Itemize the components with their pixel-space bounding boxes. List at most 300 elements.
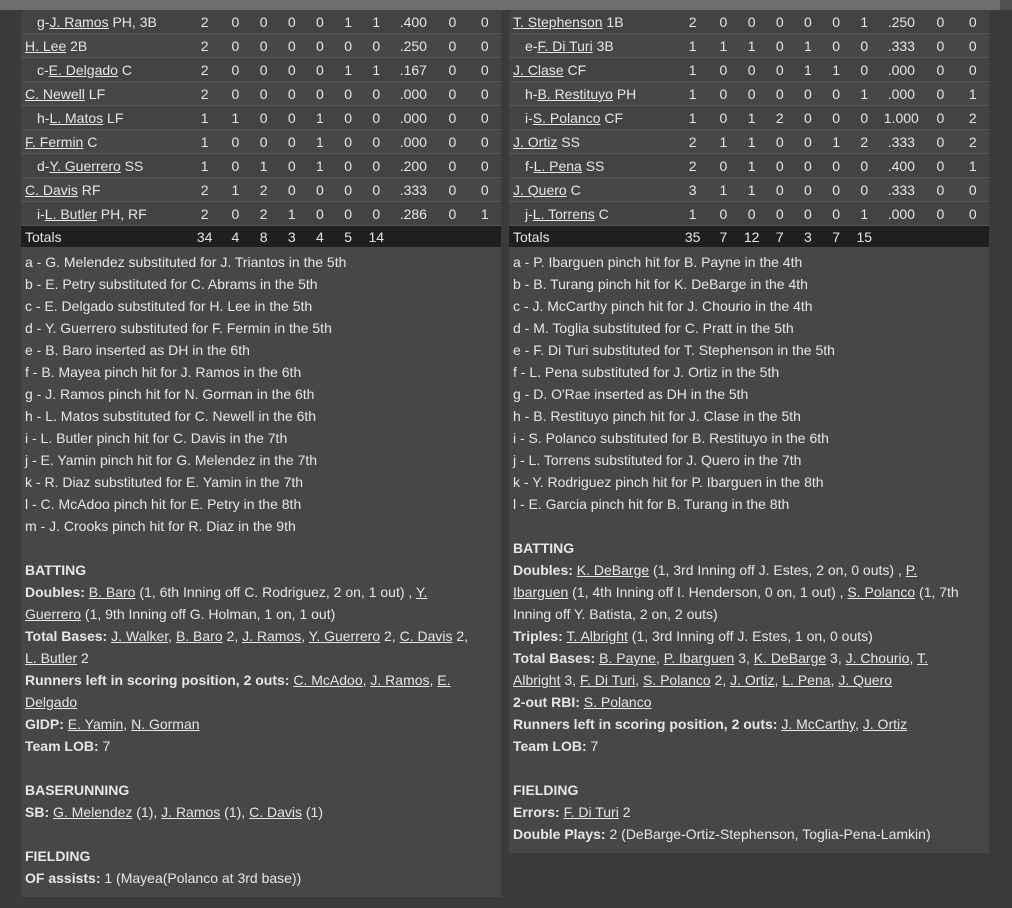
stat-cell: 1 (334, 58, 362, 82)
stat-text: , (635, 672, 643, 688)
stat-cell: 0 (850, 58, 878, 82)
stat-cell: 0 (957, 34, 989, 58)
substitution-note: h - L. Matos substituted for C. Newell in the 6th (25, 408, 317, 424)
sub-prefix: h- (37, 109, 50, 126)
stat-cell: 0 (278, 58, 306, 82)
stat-cell: 0 (924, 82, 956, 106)
stat-line (513, 625, 985, 647)
stat-cell: .000 (390, 130, 436, 154)
stat-cell: 1 (221, 106, 249, 130)
stat-cell: 2 (676, 154, 709, 178)
player-link[interactable]: C. Davis (25, 181, 78, 198)
player-cell (509, 202, 676, 226)
stat-line (25, 713, 497, 735)
stat-text: 3, (826, 650, 846, 666)
stat-cell: .333 (390, 178, 436, 202)
stat-line-content (68, 716, 200, 732)
player-link[interactable]: H. Lee (25, 37, 67, 54)
stat-cell: .167 (390, 58, 436, 82)
player-link[interactable]: J. Walker (111, 628, 169, 644)
table-row (509, 106, 989, 130)
substitution-note: d - M. Toglia substituted for C. Pratt in the 5th (513, 320, 794, 336)
player-link[interactable]: N. Gorman (131, 716, 200, 732)
stat-cell: 0 (822, 202, 850, 226)
stat-cell: 0 (766, 82, 794, 106)
stat-cell: 0 (221, 10, 249, 34)
table-row (21, 106, 501, 130)
stat-cell: 0 (221, 202, 249, 226)
player-link[interactable]: F. Fermin (25, 133, 84, 150)
stat-cell: 0 (334, 178, 362, 202)
player-link[interactable]: C. Davis (399, 628, 453, 644)
player-position: PH (612, 85, 637, 102)
totals-label: Totals (509, 226, 676, 248)
player-link[interactable]: J. Quero (838, 672, 893, 688)
player-link[interactable]: T. Stephenson (513, 13, 603, 30)
stat-cell: 0 (221, 58, 249, 82)
stat-text: , (655, 650, 664, 666)
stat-cell: 0 (709, 202, 737, 226)
player-link[interactable]: Y. (415, 584, 428, 600)
player-link[interactable]: K. DeBarge (753, 650, 827, 666)
sub-prefix: d- (37, 157, 50, 174)
stat-cell: 0 (850, 106, 878, 130)
stat-line-content (25, 650, 89, 666)
stat-cell: .000 (390, 106, 436, 130)
stat-cell: 2 (766, 106, 794, 130)
stat-cell: 0 (924, 178, 956, 202)
stat-line (513, 559, 985, 581)
stat-text: (1, 3rd Inning off J. Estes, 2 on, 0 outs) , (649, 562, 906, 578)
stat-cell: 1 (709, 178, 737, 202)
stat-text: 3, (560, 672, 580, 688)
player-position: 1B (602, 13, 624, 30)
substitution-note: h - B. Restituyo pinch hit for J. Clase in the 5th (513, 408, 801, 424)
table-row (21, 34, 501, 58)
player-link[interactable]: Guerrero (25, 606, 82, 622)
stat-line (25, 581, 497, 603)
stat-cell: 2 (676, 130, 709, 154)
player-link[interactable]: F. Di Turi (563, 804, 619, 820)
stat-cell: 0 (436, 202, 468, 226)
stat-cell: 0 (221, 154, 249, 178)
stat-cell: .250 (390, 34, 436, 58)
player-link[interactable]: L. Butler (44, 205, 97, 222)
stat-cell: 2 (250, 202, 278, 226)
totals-stat: 3 (278, 226, 306, 248)
rlisp-label: Runners left in scoring position, 2 outs: (513, 716, 778, 732)
player-link[interactable]: L. Butler (25, 650, 78, 666)
right-batting-title: BATTING (513, 540, 575, 556)
player-link[interactable]: B. Baro (88, 584, 136, 600)
player-link[interactable]: Y. Guerrero (308, 628, 381, 644)
player-link[interactable]: P. Ibarguen (663, 650, 735, 666)
stat-cell: .286 (390, 202, 436, 226)
of-assists-value: 1 (Mayea(Polanco at 3rd base)) (100, 870, 302, 886)
stat-text: 2, (452, 628, 469, 644)
stat-line (25, 625, 497, 647)
stat-cell: 0 (822, 10, 850, 34)
totals-stat: 5 (334, 226, 362, 248)
stat-cell: 0 (822, 106, 850, 130)
player-position: 3B (592, 37, 614, 54)
of-assists-label: OF assists: (25, 870, 101, 886)
stat-cell: 0 (362, 178, 390, 202)
stat-cell: 1 (334, 10, 362, 34)
player-link[interactable]: T. (916, 650, 928, 666)
stat-cell: 0 (469, 82, 501, 106)
stat-cell: 0 (794, 106, 822, 130)
totals-stat (436, 226, 468, 248)
stat-line-content (513, 584, 959, 600)
table-row (509, 178, 989, 202)
table-row (509, 130, 989, 154)
stat-text: 2, (222, 628, 243, 644)
stat-cell: 0 (278, 178, 306, 202)
sub-prefix: j- (525, 205, 533, 222)
totals-stat (957, 226, 989, 248)
player-link[interactable]: J. Ramos (242, 628, 302, 644)
stat-text: , (830, 672, 839, 688)
stat-cell: 0 (362, 106, 390, 130)
stat-cell: 0 (334, 130, 362, 154)
stat-cell: 1 (822, 130, 850, 154)
player-link[interactable]: P. (905, 562, 918, 578)
stat-cell: 0 (709, 10, 737, 34)
sub-prefix: e- (525, 37, 538, 54)
player-link[interactable]: Albright (513, 672, 561, 688)
stat-cell: 1 (306, 106, 334, 130)
stat-cell: 1 (362, 58, 390, 82)
stat-line (513, 823, 985, 845)
stat-cell: 0 (850, 178, 878, 202)
stat-cell: 0 (436, 130, 468, 154)
stat-line-content (513, 672, 892, 688)
stat-cell: 0 (436, 82, 468, 106)
stat-cell: 0 (766, 10, 794, 34)
totals-row (509, 226, 989, 248)
stat-cell: 0 (221, 130, 249, 154)
gidp-label: GIDP: (25, 716, 64, 732)
substitution-note: e - B. Baro inserted as DH in the 6th (25, 342, 250, 358)
stat-line (513, 647, 985, 669)
stat-cell: 0 (822, 82, 850, 106)
stat-cell: 1 (794, 34, 822, 58)
player-link[interactable]: C. Davis (249, 804, 302, 820)
stat-cell: .400 (390, 10, 436, 34)
stat-cell: .400 (878, 154, 924, 178)
stat-cell: 0 (250, 10, 278, 34)
player-position: SS (120, 157, 144, 174)
stat-cell: 0 (766, 58, 794, 82)
player-link[interactable]: T. Albright (566, 628, 628, 644)
player-link[interactable]: J. Ortiz (730, 672, 775, 688)
stat-cell: 1 (362, 10, 390, 34)
stat-line-content (577, 562, 917, 578)
sub-prefix: c- (37, 61, 49, 78)
table-row (21, 82, 501, 106)
stat-cell: 0 (362, 34, 390, 58)
stat-cell: 0 (250, 58, 278, 82)
player-link[interactable]: J. Ortiz (862, 716, 908, 732)
stat-cell: 0 (306, 10, 334, 34)
stat-cell: .200 (390, 154, 436, 178)
two-out-rbi-label: 2-out RBI: (513, 694, 580, 710)
stat-line-content (584, 694, 652, 710)
stat-line-content (111, 628, 468, 644)
stat-cell: 0 (436, 58, 468, 82)
stat-cell: .333 (878, 130, 924, 154)
substitution-note: g - J. Ramos pinch hit for N. Gorman in the 6th (25, 386, 315, 402)
player-cell (21, 130, 188, 154)
substitution-note: k - R. Diaz substituted for E. Yamin in the 7th (25, 474, 304, 490)
totals-stat (878, 226, 924, 248)
player-position: RF (77, 181, 101, 198)
stat-cell: 0 (334, 154, 362, 178)
table-row (21, 10, 501, 34)
stat-line (513, 691, 985, 713)
stat-cell: 0 (766, 202, 794, 226)
stat-cell: 1 (738, 106, 766, 130)
stat-cell: 2 (957, 106, 989, 130)
stat-cell: .000 (878, 82, 924, 106)
stat-text: (1, 3rd Inning off J. Estes, 1 on, 0 outs) (627, 628, 873, 644)
stat-cell: 0 (278, 154, 306, 178)
player-link[interactable]: K. DeBarge (576, 562, 650, 578)
stat-cell: 0 (334, 202, 362, 226)
substitution-note: l - E. Garcia pinch hit for B. Turang in the 8th (513, 496, 790, 512)
stat-cell: 0 (822, 34, 850, 58)
stat-cell: .250 (878, 10, 924, 34)
stat-cell: 1 (850, 82, 878, 106)
stat-cell: 0 (469, 130, 501, 154)
player-link[interactable]: B. Restituyo (537, 85, 613, 102)
triples-label: Triples: (513, 628, 563, 644)
stat-cell: 1 (221, 178, 249, 202)
totals-stat: 7 (709, 226, 737, 248)
sub-prefix: i- (37, 205, 45, 222)
stat-cell: 0 (794, 154, 822, 178)
stat-cell: 0 (794, 178, 822, 202)
totals-stat (924, 226, 956, 248)
stat-cell: 0 (850, 34, 878, 58)
stat-cell: 0 (924, 58, 956, 82)
team-lob-value: 7 (586, 738, 599, 754)
totals-stat: 12 (738, 226, 766, 248)
stat-cell: 0 (738, 82, 766, 106)
substitution-note: f - L. Pena substituted for J. Ortiz in the 5th (513, 364, 780, 380)
totals-stat: 7 (766, 226, 794, 248)
substitution-note: a - G. Melendez substituted for J. Triantos in the 5th (25, 254, 347, 270)
player-link[interactable]: J. Ramos (370, 672, 430, 688)
stat-cell: 0 (334, 34, 362, 58)
stat-cell: 0 (738, 202, 766, 226)
stat-cell: 0 (250, 82, 278, 106)
stat-line-content (566, 628, 872, 644)
player-link[interactable]: E. Delgado (48, 61, 118, 78)
player-link[interactable]: Ibarguen (513, 584, 569, 600)
player-link[interactable]: E. Yamin (67, 716, 124, 732)
substitution-note: c - E. Delgado substituted for H. Lee in the 5th (25, 298, 313, 314)
stat-line-content (781, 716, 907, 732)
player-link[interactable]: J. McCarthy (781, 716, 855, 732)
stat-cell: 0 (709, 58, 737, 82)
stat-line-content (564, 804, 631, 820)
stat-line-content (25, 694, 77, 710)
stat-cell: 1 (738, 34, 766, 58)
player-link[interactable]: B. Payne (599, 650, 656, 666)
stat-text: 2 (77, 650, 89, 666)
player-link[interactable]: J. Ramos (49, 13, 109, 30)
substitution-note: j - E. Yamin pinch hit for G. Melendez in the 7th (25, 452, 318, 468)
stat-cell: 1 (676, 58, 709, 82)
stat-text: (1, 7th (915, 584, 959, 600)
stat-cell: 2 (250, 178, 278, 202)
stat-cell: 2 (188, 58, 221, 82)
player-link[interactable]: L. Torrens (532, 205, 595, 222)
player-link[interactable]: J. Quero (513, 181, 567, 198)
stat-cell: 0 (766, 130, 794, 154)
stat-cell: 0 (469, 34, 501, 58)
stat-line-content (53, 804, 323, 820)
player-position: C (594, 205, 609, 222)
top-scroll-bar[interactable] (0, 0, 1012, 10)
substitution-note: k - Y. Rodriguez pinch hit for P. Ibarguen in the 8th (513, 474, 824, 490)
top-scroll-thumb[interactable] (0, 0, 1000, 10)
stat-cell: .333 (878, 34, 924, 58)
substitution-note: d - Y. Guerrero substituted for F. Fermin in the 5th (25, 320, 332, 336)
stat-line (25, 867, 497, 889)
stat-cell: 0 (306, 58, 334, 82)
player-position: C (117, 61, 132, 78)
stat-line (513, 735, 985, 757)
stat-cell: 2 (188, 202, 221, 226)
team-lob-label: Team LOB: (25, 738, 99, 754)
player-position: CF (600, 109, 624, 126)
stat-cell: 0 (436, 154, 468, 178)
stat-line-content (293, 672, 450, 688)
totals-row (21, 226, 501, 248)
player-link[interactable]: J. Ortiz (513, 133, 558, 150)
stat-cell: 2 (188, 82, 221, 106)
substitution-note: j - L. Torrens substituted for J. Quero in the 7th (513, 452, 802, 468)
stat-cell: 0 (850, 154, 878, 178)
double-plays-label: Double Plays: (513, 826, 606, 842)
stat-cell: 1 (676, 34, 709, 58)
right-fielding-title: FIELDING (513, 782, 579, 798)
player-cell (21, 202, 188, 226)
stat-cell: 1 (738, 130, 766, 154)
player-link[interactable]: L. Matos (49, 109, 104, 126)
substitution-note: g - D. O'Rae inserted as DH in the 5th (513, 386, 749, 402)
player-position: PH, 3B (108, 13, 157, 30)
totals-stat: 7 (822, 226, 850, 248)
total-bases-label: Total Bases: (25, 628, 108, 644)
player-link[interactable]: S. Polanco (532, 109, 601, 126)
player-link[interactable]: S. Polanco (583, 694, 652, 710)
stat-cell: 0 (822, 178, 850, 202)
stat-text: , (774, 672, 783, 688)
totals-stat (390, 226, 436, 248)
stat-cell: 0 (436, 106, 468, 130)
player-link[interactable]: J. Clase (513, 61, 564, 78)
totals-stat: 34 (188, 226, 221, 248)
sub-prefix: g- (37, 13, 50, 30)
stat-line-content (25, 606, 335, 622)
stat-cell: 0 (469, 178, 501, 202)
stat-line-content (89, 584, 428, 600)
player-link[interactable]: C. McAdoo (293, 672, 363, 688)
stat-line (25, 603, 497, 625)
player-cell (21, 34, 188, 58)
player-link[interactable]: Delgado (25, 694, 78, 710)
stat-text: , (909, 650, 917, 666)
stat-cell: 1 (188, 154, 221, 178)
player-link[interactable]: Y. Guerrero (49, 157, 121, 174)
player-link[interactable]: F. Di Turi (537, 37, 593, 54)
table-row (21, 202, 501, 226)
player-link[interactable]: J. Chourio (845, 650, 910, 666)
stat-cell: 0 (957, 58, 989, 82)
stat-cell: 0 (278, 82, 306, 106)
player-link[interactable]: L. Pena (782, 672, 831, 688)
player-link[interactable]: L. Pena (533, 157, 582, 174)
stat-cell: 2 (676, 10, 709, 34)
stat-cell: 0 (306, 202, 334, 226)
left-batting-title: BATTING (25, 562, 87, 578)
stat-cell: 0 (469, 106, 501, 130)
substitution-note: a - P. Ibarguen pinch hit for B. Payne in the 4th (513, 254, 803, 270)
player-link[interactable]: S. Polanco (642, 672, 711, 688)
stat-text: , (855, 716, 863, 732)
player-cell (509, 154, 676, 178)
right-batting-table (509, 10, 989, 247)
player-link[interactable]: B. Baro (175, 628, 223, 644)
player-link[interactable]: C. Newell (25, 85, 85, 102)
stat-cell: .000 (390, 82, 436, 106)
stat-cell: 0 (250, 106, 278, 130)
substitution-note: b - E. Petry substituted for C. Abrams in the 5th (25, 276, 318, 292)
stat-cell: 0 (957, 10, 989, 34)
substitution-note: e - F. Di Turi substituted for T. Stephenson in the 5th (513, 342, 835, 358)
stat-cell: 0 (362, 130, 390, 154)
stat-cell: 0 (469, 58, 501, 82)
stat-cell: 0 (766, 178, 794, 202)
stat-cell: 2 (188, 10, 221, 34)
substitution-note: m - J. Crooks pinch hit for R. Diaz in the 9th (25, 518, 296, 534)
player-cell (509, 58, 676, 82)
player-link[interactable]: E. (437, 672, 451, 688)
player-link[interactable]: G. Melendez (53, 804, 133, 820)
stat-cell: 1 (822, 58, 850, 82)
player-link[interactable]: S. Polanco (847, 584, 916, 600)
player-position: C (83, 133, 98, 150)
stat-line (513, 581, 985, 603)
table-row (509, 154, 989, 178)
stat-cell: 0 (278, 34, 306, 58)
stat-text: , (123, 716, 132, 732)
stat-text: (1, 6th Inning off C. Rodriguez, 2 on, 1 out) , (135, 584, 416, 600)
stat-cell: 1 (188, 106, 221, 130)
stat-cell: 1 (709, 34, 737, 58)
stat-cell: 1 (278, 202, 306, 226)
right-notes (509, 247, 989, 853)
player-link[interactable]: F. Di Turi (579, 672, 636, 688)
stat-cell: 1 (957, 82, 989, 106)
player-link[interactable]: J. Ramos (161, 804, 221, 820)
table-row (21, 58, 501, 82)
left-batting-table (21, 10, 501, 247)
